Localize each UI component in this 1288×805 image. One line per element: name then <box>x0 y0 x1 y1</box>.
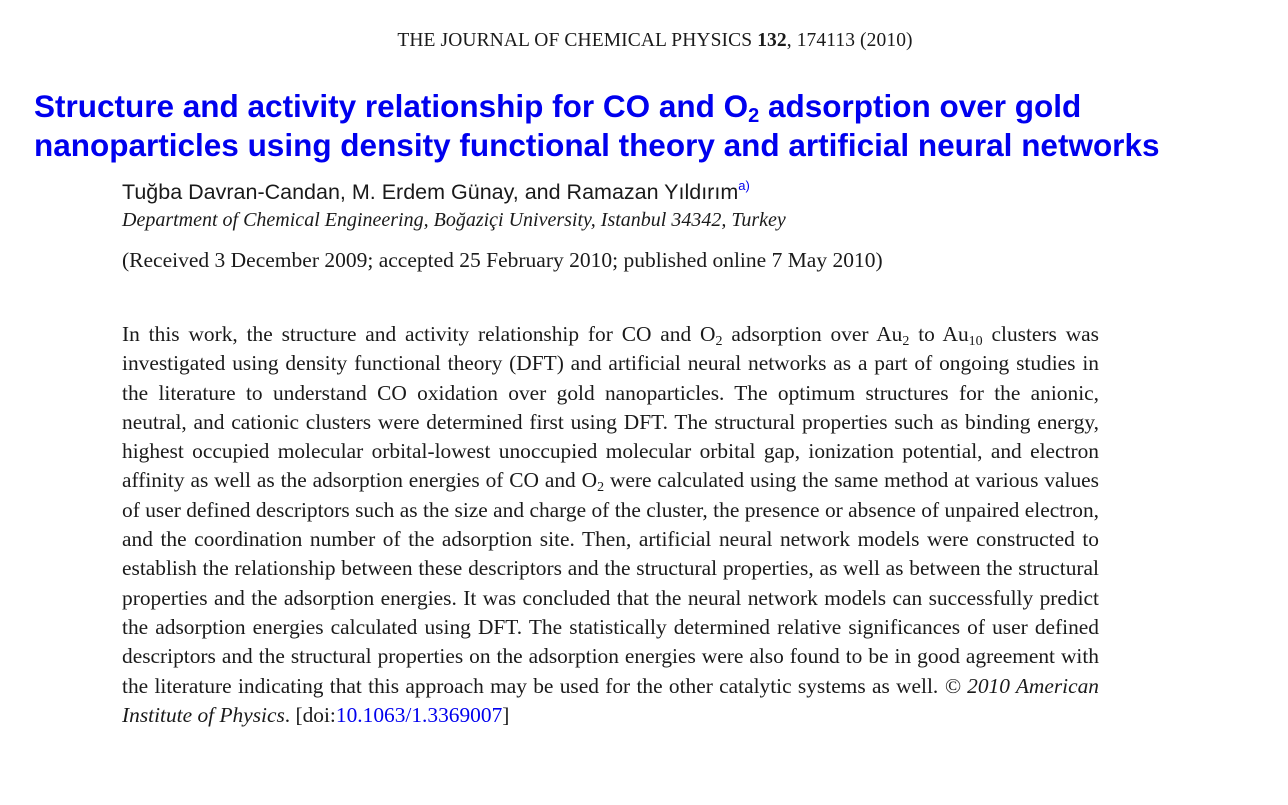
abstract <box>122 320 1099 730</box>
abstract-subscript: 10 <box>968 334 983 349</box>
abstract-subscript: 2 <box>715 334 723 349</box>
abstract-text: adsorption over Au <box>722 322 903 346</box>
doi-prefix: . [doi: <box>284 702 336 727</box>
received-dates: (Received 3 December 2009; accepted 25 February 2010; published online 7 May 2010) <box>122 248 883 272</box>
title-line-2: nanoparticles using density functional theory and artificial neural networks <box>34 127 1160 163</box>
abstract-text: were calculated using the same method at various values of user defined descriptors such as the size and charge of the cluster, the presence or absence of unpaired electron, and the coordination number of the adsorption site. Then, artificial neural network models were constructed to establish the relationship between these descriptors and the structural properties, as well as between the structural properties and the adsorption energies. It was concluded that the neural network models can successfully predict the adsorption energies calculated using DFT. The statistically determined relative significances of user defined descriptors and the structural properties on the adsorption energies were also found to be in good agreement with the literature indicating that this approach may be used for the other catalytic systems as well. <box>122 468 1099 698</box>
author-names: Tuğba Davran-Candan, M. Erdem Günay, and Ramazan Yıldırım <box>122 180 739 204</box>
copyright-notice: © 2010 American Institute of Physics <box>122 673 1099 727</box>
author-footnote-link[interactable]: a) <box>738 178 750 193</box>
title-subscript: 2 <box>748 105 760 127</box>
author-list <box>122 180 750 205</box>
doi-link[interactable]: 10.1063/1.3369007 <box>335 702 503 727</box>
abstract-text: to Au <box>909 322 969 346</box>
title-text-1b: adsorption over gold <box>759 88 1082 124</box>
abstract-subscript: 2 <box>597 480 605 496</box>
journal-header <box>0 30 1288 52</box>
doi-suffix: ] <box>502 702 510 727</box>
title-text-1a: Structure and activity relationship for CO and O <box>34 88 749 124</box>
journal-name: THE JOURNAL OF CHEMICAL PHYSICS <box>397 30 753 51</box>
title-line-1 <box>34 87 1284 126</box>
article-info: , 174113 (2010) <box>786 30 913 51</box>
article-title <box>34 87 1284 165</box>
abstract-subscript: 2 <box>902 334 910 349</box>
affiliation: Department of Chemical Engineering, Boğaziçi University, Istanbul 34342, Turkey <box>122 209 786 231</box>
abstract-text: clusters was investigated using density functional theory (DFT) and artificial neural networks as a part of ongoing studies in the literature to understand CO oxidation over gold nanoparticles. The optimum structures for the anionic, neutral, and cationic clusters were determined first using DFT. The structural properties such as binding energy, highest occupied molecular orbital-lowest unoccupied molecular orbital gap, ionization potential, and electron affinity as well as the adsorption energies of CO and O <box>122 322 1099 493</box>
journal-volume: 132 <box>757 30 787 51</box>
abstract-text: In this work, the structure and activity relationship for CO and O <box>122 322 716 346</box>
